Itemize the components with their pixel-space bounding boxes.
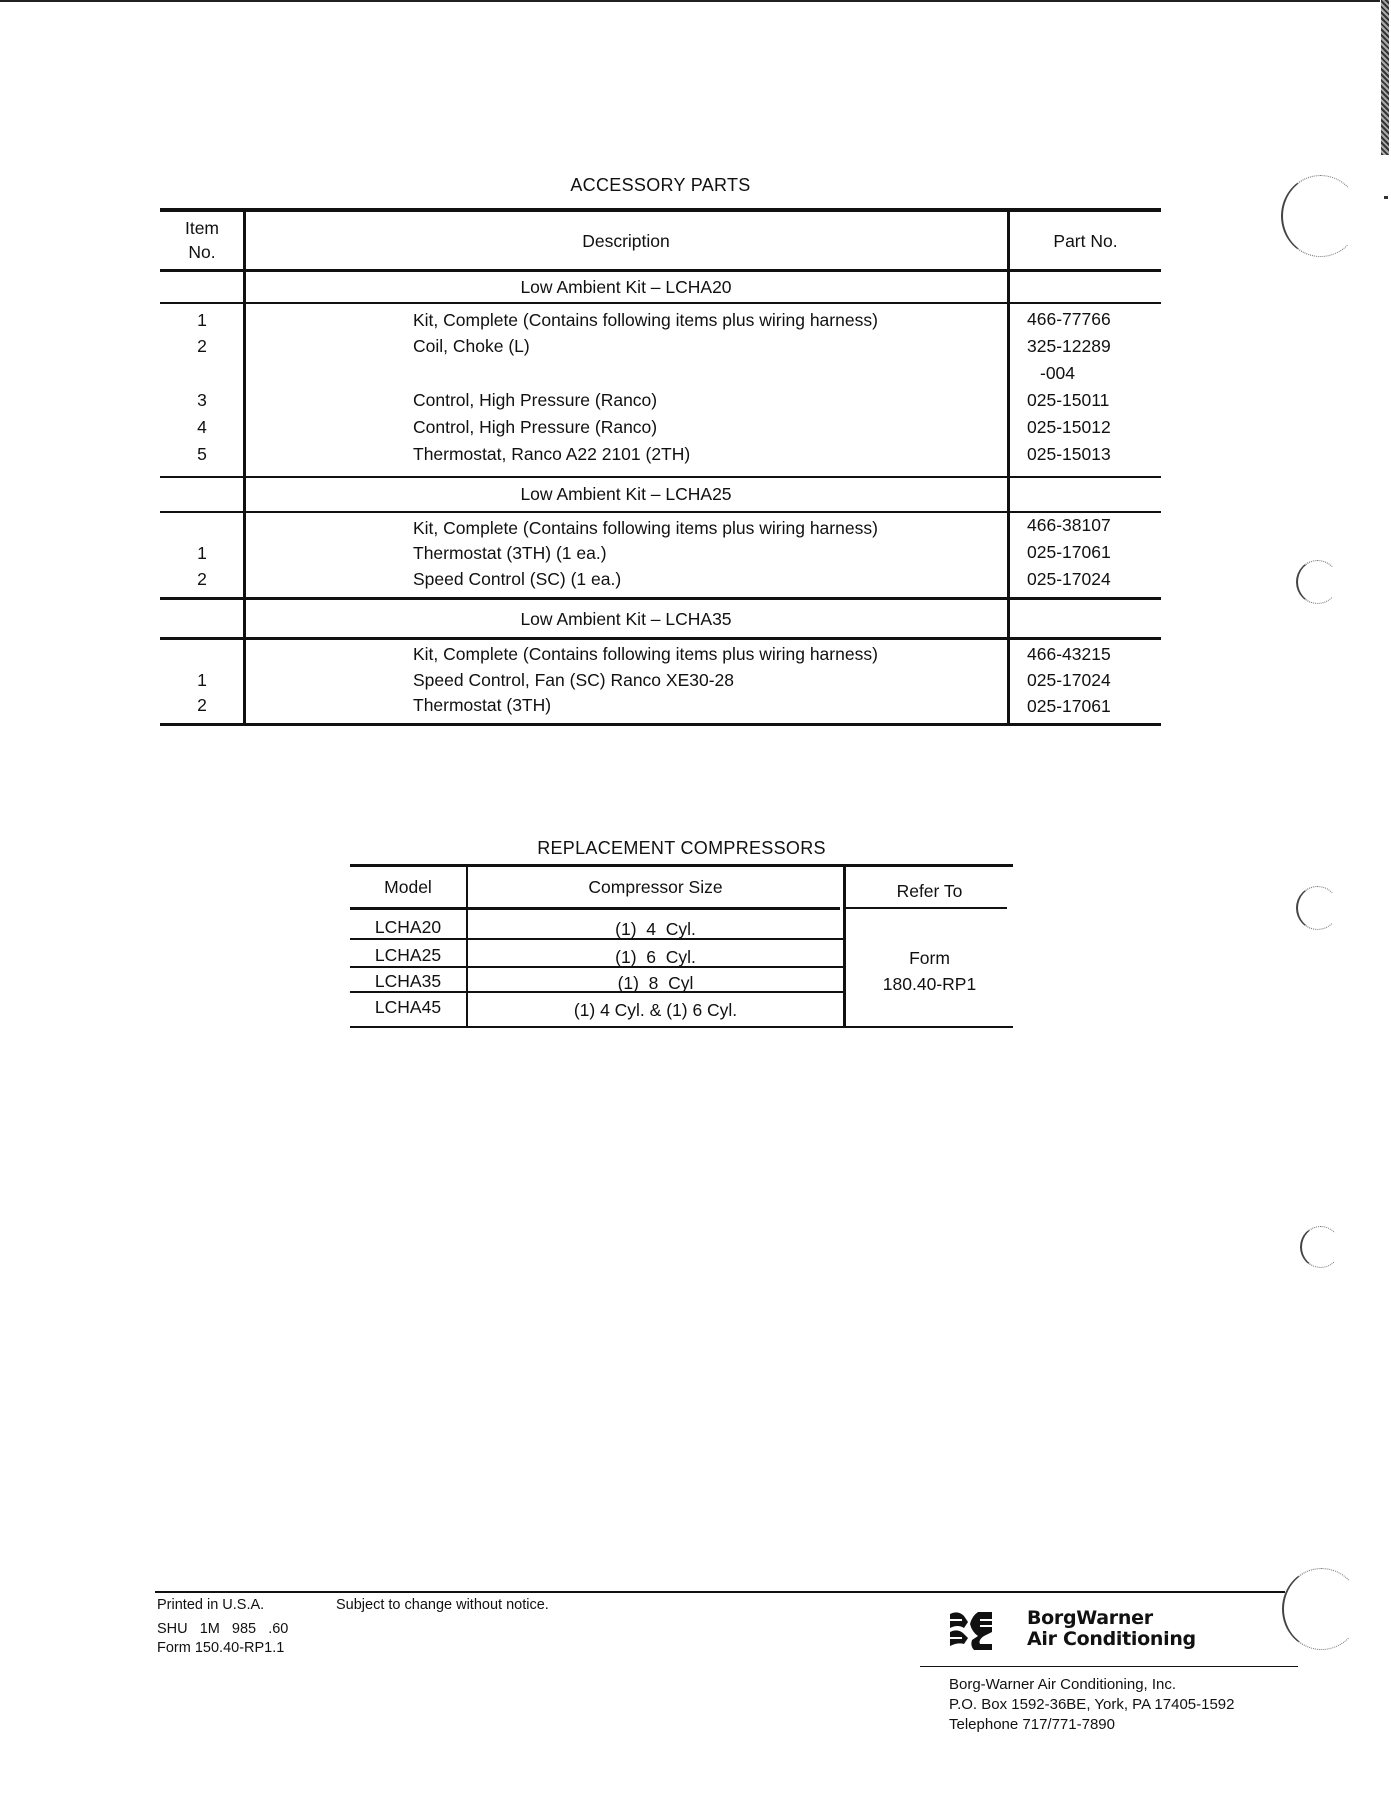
table-rule-header [160,269,1161,272]
part-number: 025-17061 [1027,542,1111,562]
section-heading-lcha20: Low Ambient Kit – LCHA20 [520,277,732,297]
item-description: Control, High Pressure (Ranco) [413,390,658,410]
part-number: 466-38107 [1027,515,1111,535]
item-description: Control, High Pressure (Ranco) [413,417,658,437]
part-number: 025-17061 [1027,696,1111,716]
table-rule [160,302,1161,304]
change-notice: Subject to change without notice. [336,1597,549,1613]
accessory-parts-title: ACCESSORY PARTS [570,175,751,195]
part-number: 466-77766 [1027,309,1111,329]
table-rule-header [350,907,840,910]
replacement-compressors-table [350,864,1013,1034]
model-cell: LCHA35 [374,971,442,991]
part-number: 025-15011 [1027,390,1110,410]
section-heading-lcha35: Low Ambient Kit – LCHA35 [520,609,732,629]
part-number: 025-17024 [1027,670,1111,690]
table-rule [160,597,1161,600]
item-description: Kit, Complete (Contains following items plus wiring harness) [413,310,878,330]
item-description: Kit, Complete (Contains following items plus wiring harness) [413,644,878,664]
accessory-parts-table [160,208,1161,728]
address-rule [920,1666,1298,1667]
item-number: 3 [197,390,207,410]
item-description: Speed Control, Fan (SC) Ranco XE30-28 [413,670,734,690]
item-description: Thermostat (3TH) (1 ea.) [413,543,607,563]
refer-to-line1: Form [909,948,950,968]
part-number: 325-12289 [1027,336,1111,356]
company-name: Borg-Warner Air Conditioning, Inc. [949,1676,1177,1693]
brand-name: BorgWarner [1027,1607,1153,1629]
punch-hole-icon [1296,560,1339,604]
table-rule-top [350,864,1013,867]
item-description: Kit, Complete (Contains following items plus wiring harness) [413,518,878,538]
scan-edge-tick [1384,196,1388,199]
table-rule-bottom [350,1026,1013,1028]
header-description: Description [582,231,670,251]
company-address: P.O. Box 1592-36BE, York, PA 17405-1592 [949,1696,1235,1713]
header-compressor-size: Compressor Size [588,877,723,897]
header-item-line2: No. [188,242,216,262]
replacement-compressors-title: REPLACEMENT COMPRESSORS [537,838,826,858]
table-rule [160,476,1161,478]
page-top-edge [0,0,1380,2]
punch-hole-icon [1282,1568,1361,1650]
footer-rule [155,1591,1285,1593]
brand-division: Air Conditioning [1027,1628,1196,1650]
part-number: 025-17024 [1027,569,1111,589]
item-description: Thermostat (3TH) [413,695,552,715]
print-code: SHU 1M 985 .60 [157,1621,289,1637]
scan-edge-band [1381,0,1389,155]
size-cell: (1) 8 Cyl [617,973,694,993]
section-heading-lcha25: Low Ambient Kit – LCHA25 [520,484,732,504]
table-rule [160,637,1161,640]
size-cell: (1) 4 Cyl. & (1) 6 Cyl. [573,1000,738,1020]
form-number: Form 150.40-RP1.1 [157,1640,285,1656]
size-cell: (1) 6 Cyl. [615,947,696,967]
model-cell: LCHA25 [374,945,442,965]
part-number: 025-15013 [1027,444,1111,464]
item-number: 2 [197,695,207,715]
model-cell: LCHA45 [374,997,442,1017]
item-number: 5 [197,444,207,464]
item-number: 1 [197,670,207,690]
part-number: 466-43215 [1027,644,1111,664]
header-item-line1: Item [184,218,220,238]
item-number: 2 [197,569,207,589]
table-rule-top [160,208,1161,212]
borgwarner-logo-icon [950,1610,992,1650]
item-number: 4 [197,417,207,437]
header-refer-to: Refer To [896,881,963,901]
item-description: Coil, Choke (L) [413,336,530,356]
part-number: 025-15012 [1027,417,1111,437]
company-telephone: Telephone 717/771-7890 [949,1716,1115,1733]
printed-in: Printed in U.S.A. [157,1597,265,1613]
punch-hole-icon [1300,1226,1341,1268]
item-number: 2 [197,336,207,356]
item-description: Thermostat, Ranco A22 2101 (2TH) [413,444,691,464]
part-number-suffix: -004 [1040,363,1076,383]
punch-hole-icon [1281,175,1360,257]
table-rule-header-right [845,907,1007,909]
size-cell: (1) 4 Cyl. [615,919,696,939]
header-part-no: Part No. [1053,231,1118,251]
item-number: 1 [197,543,207,563]
table-rule-bottom [160,723,1161,726]
header-model: Model [384,877,432,897]
item-number: 1 [197,310,207,330]
refer-to-line2: 180.40-RP1 [882,974,977,994]
model-cell: LCHA20 [374,917,442,937]
table-rule [160,511,1161,513]
punch-hole-icon [1296,886,1339,930]
item-description: Speed Control (SC) (1 ea.) [413,569,622,589]
